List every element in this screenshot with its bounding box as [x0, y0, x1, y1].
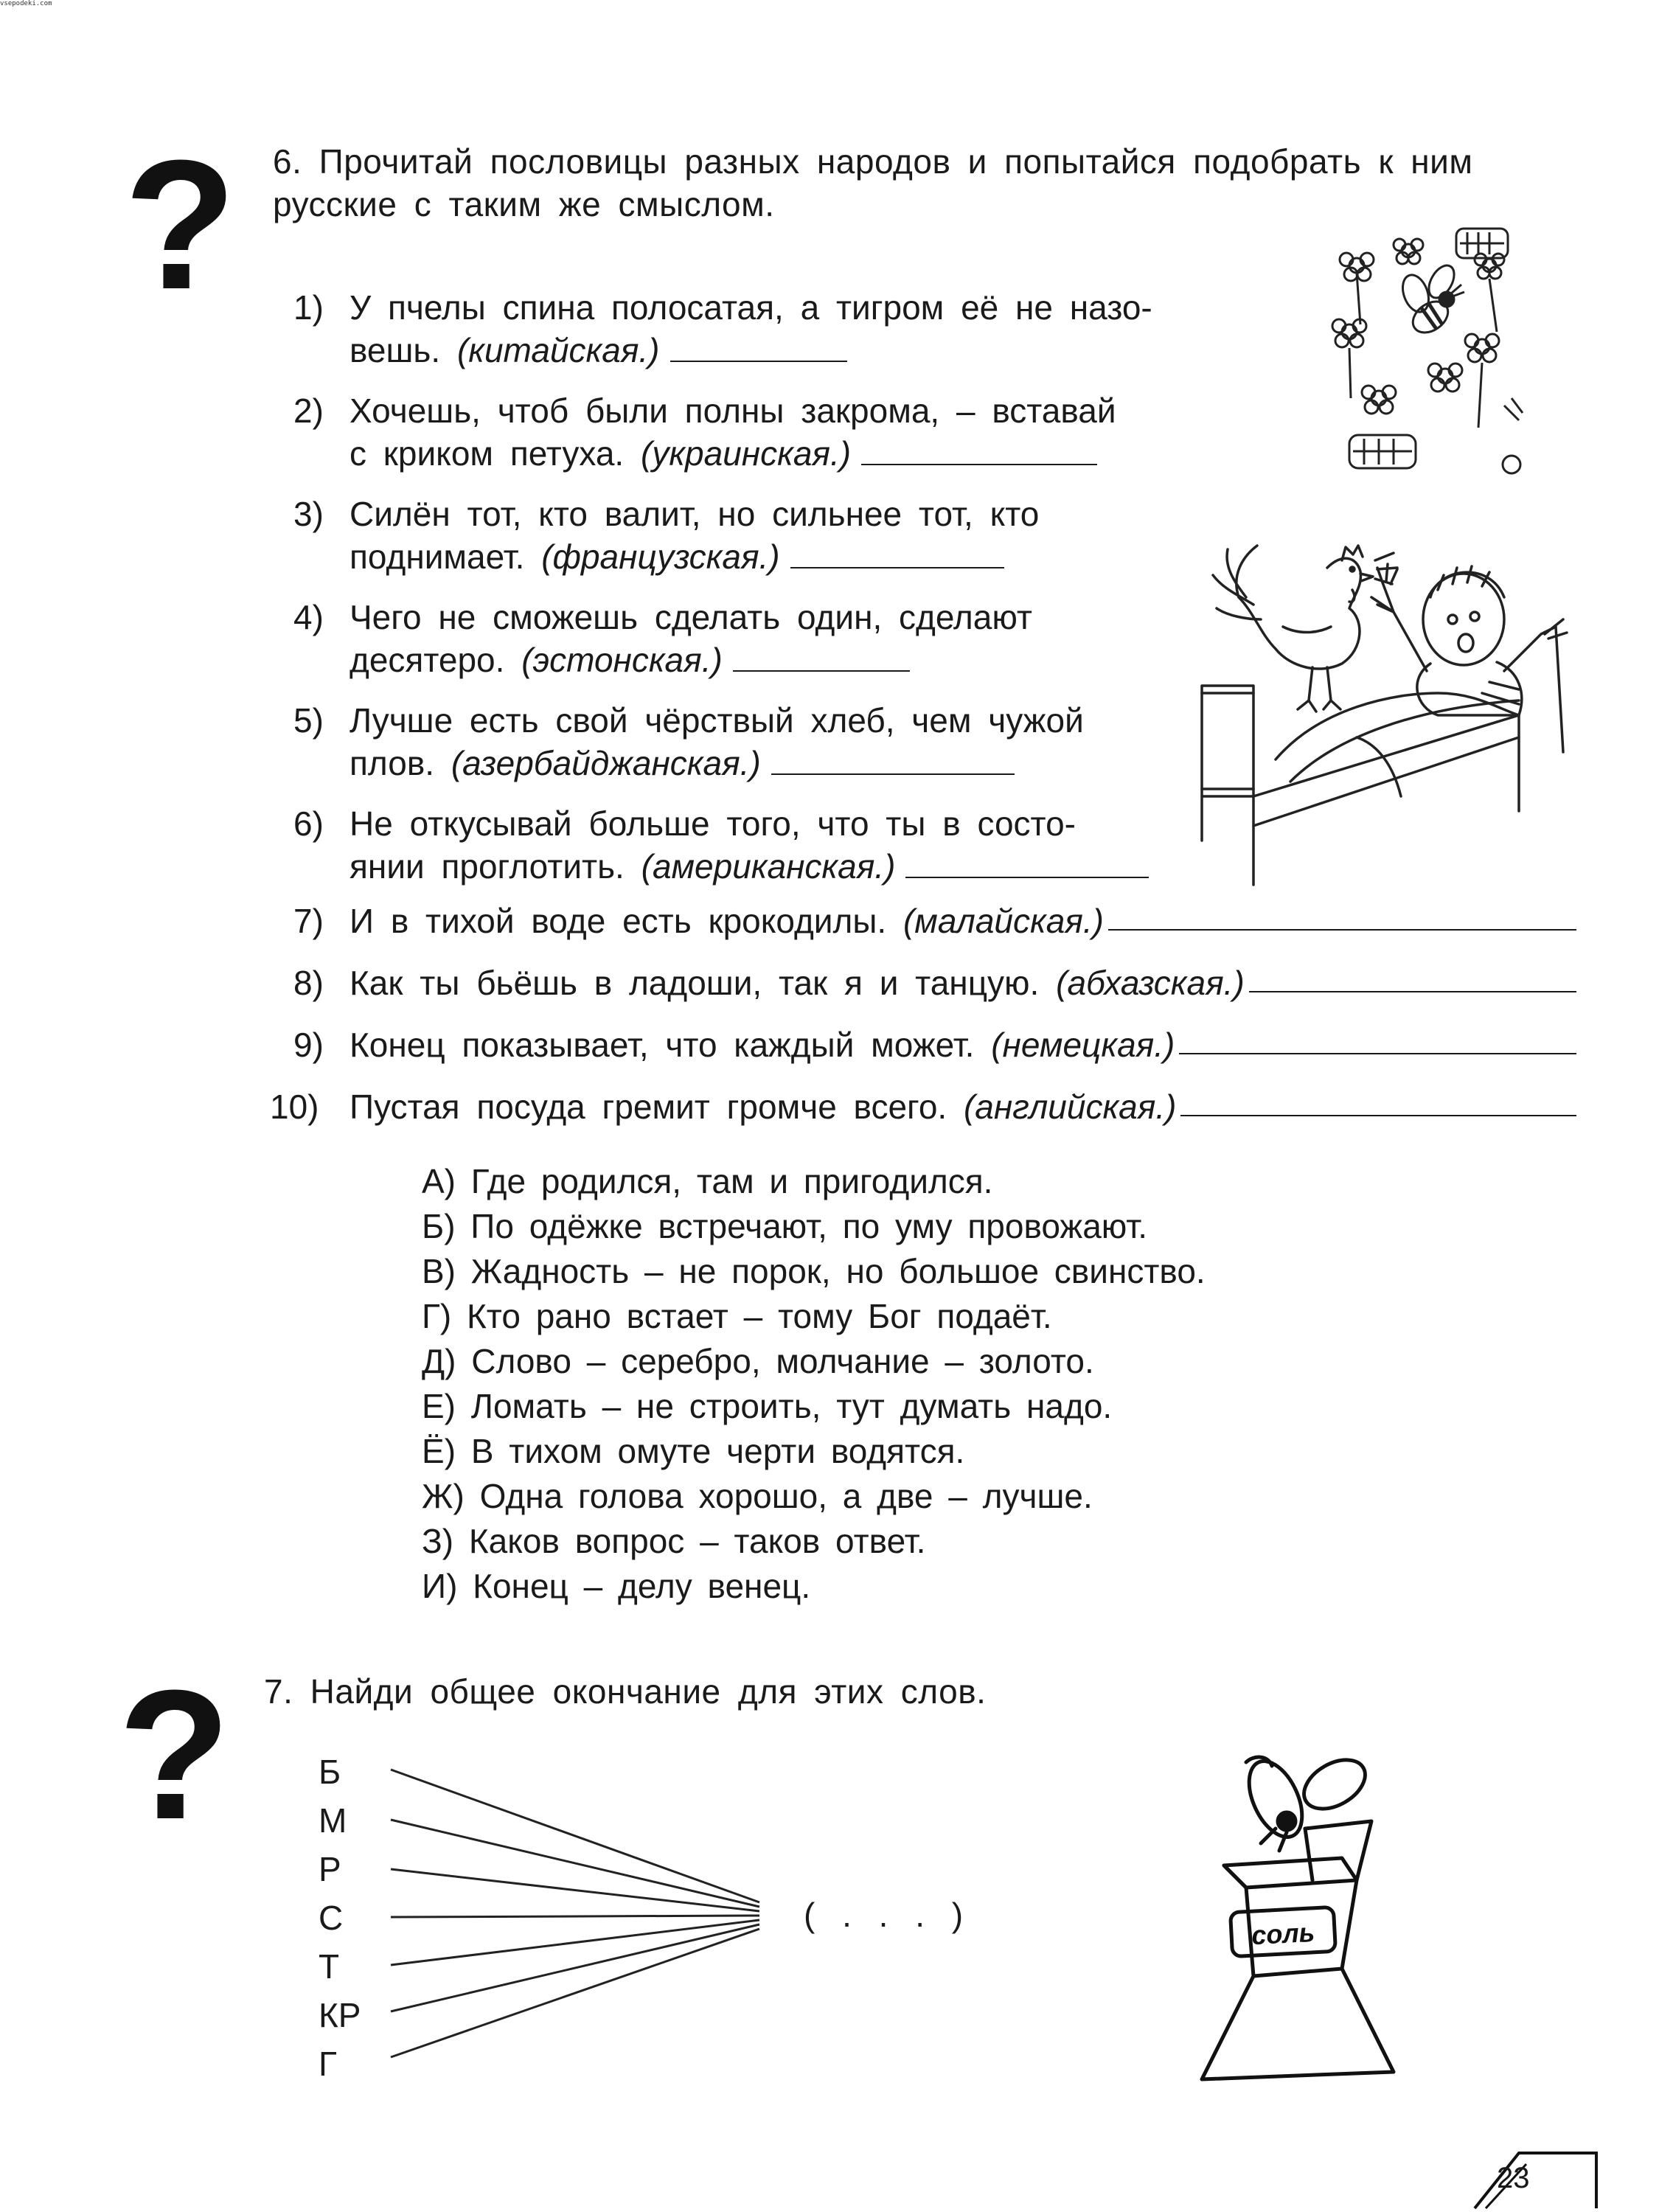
proverb-1	[293, 286, 1152, 372]
answer-blank[interactable]	[790, 538, 1004, 568]
salt-box-illustration	[1158, 1733, 1438, 2094]
bee-flowers-illustration	[1320, 221, 1541, 494]
proverb-line: с криком петуха.	[349, 434, 625, 473]
answer-option-b	[422, 1204, 1206, 1249]
proverb-line: Конец показывает, что каждый может.	[349, 1026, 975, 1064]
letter-b: Б	[319, 1753, 341, 1791]
letter-kr: КР	[319, 1996, 361, 2034]
letter-m: М	[319, 1801, 347, 1840]
proverb-10	[270, 1085, 1576, 1128]
answer-option-z	[422, 1519, 1206, 1564]
proverb-line: Не откусывай больше того, что ты в состо-	[349, 804, 1076, 843]
proverb-9	[293, 1023, 1576, 1066]
proverb-3	[293, 493, 1039, 578]
answer-blank[interactable]	[1108, 900, 1576, 931]
proverb-2	[293, 389, 1116, 475]
letter-t: Т	[319, 1947, 340, 1986]
letter-r: Р	[319, 1850, 341, 1888]
page-number-badge	[1467, 2138, 1600, 2212]
flower-icon	[1340, 253, 1374, 324]
proverb-line: Пустая посуда гремит громче всего.	[349, 1088, 947, 1126]
answer-text: Каков вопрос – таков ответ.	[468, 1522, 926, 1560]
letter-s: С	[319, 1899, 344, 1937]
flower-icon	[1475, 254, 1504, 332]
question-mark-icon: ?	[118, 1652, 231, 1857]
answer-blank[interactable]	[771, 744, 1015, 775]
task6-intro-line1: 6. Прочитай пословицы разных народов и попытайся подобрать к ним	[273, 142, 1473, 181]
answer-options	[422, 1159, 1206, 1609]
proverb-7	[293, 900, 1576, 942]
answer-option-v	[422, 1249, 1206, 1294]
answer-blank[interactable]	[905, 847, 1149, 878]
answer-option-d	[422, 1339, 1206, 1384]
proverb-line: Чего не сможешь сделать один, сделают	[349, 598, 1032, 636]
proverb-line: десятеро.	[349, 641, 505, 679]
proverb-line: янии проглотить.	[349, 847, 625, 886]
answer-letter: Г)	[422, 1297, 452, 1335]
proverb-line: Хочешь, чтоб были полны закрома, – вставай	[349, 392, 1116, 430]
answer-text: Одна голова хорошо, а две – лучше.	[479, 1477, 1093, 1515]
proverb-number: 6)	[293, 804, 324, 843]
proverb-line: Как ты бьёшь в ладоши, так я и танцую.	[349, 964, 1040, 1002]
answer-option-zh	[422, 1474, 1206, 1519]
proverb-number: 5)	[293, 701, 324, 740]
proverb-number: 7)	[293, 902, 324, 940]
answer-letter: Б)	[422, 1207, 456, 1245]
proverb-line: Лучше есть свой чёрствый хлеб, чем чужой	[349, 701, 1084, 740]
proverb-origin: (эстонская.)	[521, 641, 723, 679]
proverb-line: У пчелы спина полосатая, а тигром её не назо-	[349, 288, 1152, 327]
answer-letter: З)	[422, 1522, 454, 1560]
answer-option-yo	[422, 1429, 1206, 1474]
answer-text: Кто рано встает – тому Бог подаёт.	[467, 1297, 1052, 1335]
proverb-line: Силён тот, кто валит, но сильнее тот, кто	[349, 495, 1040, 533]
task6-intro	[273, 140, 1578, 226]
proverb-number: 8)	[293, 964, 324, 1002]
flower-icon	[1428, 364, 1462, 392]
answer-letter: И)	[422, 1567, 458, 1605]
proverb-origin: (малайская.)	[902, 902, 1104, 940]
page-number: 23	[1497, 2162, 1530, 2194]
proverb-origin: (абхазская.)	[1056, 964, 1245, 1002]
proverb-6	[293, 802, 1149, 888]
salt-label: соль	[1251, 1916, 1316, 1951]
proverb-origin: (американская.)	[641, 847, 896, 886]
answer-blank[interactable]	[1180, 1085, 1576, 1116]
watermark: vsepodeki.com	[0, 0, 52, 7]
answer-blank[interactable]	[861, 434, 1097, 465]
question-mark-icon: ?	[124, 122, 237, 327]
answer-text: Ломать – не строить, тут думать надо.	[470, 1387, 1113, 1425]
answer-option-a	[422, 1159, 1206, 1204]
answer-text: Жадность – не порок, но большое свинство.	[470, 1252, 1206, 1290]
proverb-origin: (английская.)	[963, 1088, 1177, 1126]
answer-letter: Ж)	[422, 1477, 465, 1515]
answer-text: В тихом омуте черти водятся.	[470, 1432, 965, 1470]
answer-text: Слово – серебро, молчание – золото.	[471, 1342, 1094, 1380]
boy-icon	[1371, 564, 1567, 715]
proverb-number: 2)	[293, 392, 324, 430]
answer-letter: В)	[422, 1252, 456, 1290]
proverb-line: И в тихой воде есть крокодилы.	[349, 902, 887, 940]
answer-text: По одёжке встречают, по уму провожают.	[470, 1207, 1148, 1245]
salt-box-icon	[1202, 1821, 1394, 2079]
answer-option-g	[422, 1294, 1206, 1339]
flower-icon	[1394, 239, 1423, 264]
word-start-letters	[319, 1747, 361, 2088]
answer-option-i	[422, 1564, 1206, 1609]
bee-icon	[1398, 261, 1464, 338]
answer-text: Где родился, там и пригодился.	[470, 1162, 993, 1200]
proverb-origin: (азербайджанская.)	[451, 744, 761, 782]
proverb-number: 10)	[270, 1088, 319, 1126]
proverb-line: поднимает.	[349, 538, 525, 576]
letter-g: Г	[319, 2045, 337, 2083]
proverb-line: плов.	[349, 744, 435, 782]
answer-option-e	[422, 1384, 1206, 1429]
rooster-boy-bed-illustration	[1172, 516, 1607, 900]
task6-intro-line2: русские с таким же смыслом.	[273, 185, 775, 223]
proverb-origin: (французская.)	[541, 538, 780, 576]
answer-letter: Ё)	[422, 1432, 456, 1470]
proverb-5	[293, 699, 1084, 785]
answer-text: Конец – делу венец.	[473, 1567, 811, 1605]
task7-intro: 7. Найди общее окончание для этих слов.	[264, 1672, 987, 1711]
answer-blank[interactable]	[670, 331, 847, 362]
proverb-4	[293, 596, 1032, 681]
answer-letter: Е)	[422, 1387, 456, 1425]
answer-letter: А)	[422, 1162, 456, 1200]
proverb-origin: (немецкая.)	[991, 1026, 1175, 1064]
proverb-number: 4)	[293, 598, 324, 636]
proverb-number: 9)	[293, 1026, 324, 1064]
proverb-line: вешь.	[349, 331, 441, 369]
ending-placeholder[interactable]: ( . . . )	[804, 1896, 973, 1934]
answer-blank[interactable]	[733, 641, 910, 672]
proverb-8	[293, 961, 1576, 1004]
connector-lines	[383, 1755, 767, 2079]
flower-icon	[1362, 386, 1396, 414]
flower-icon	[1465, 334, 1499, 428]
proverb-number: 1)	[293, 288, 324, 327]
answer-blank[interactable]	[1179, 1023, 1576, 1054]
proverb-origin: (украинская.)	[641, 434, 852, 473]
flower-icon	[1332, 319, 1366, 398]
answer-letter: Д)	[422, 1342, 456, 1380]
answer-blank[interactable]	[1249, 961, 1576, 992]
proverb-number: 3)	[293, 495, 324, 533]
proverb-origin: (китайская.)	[456, 331, 660, 369]
